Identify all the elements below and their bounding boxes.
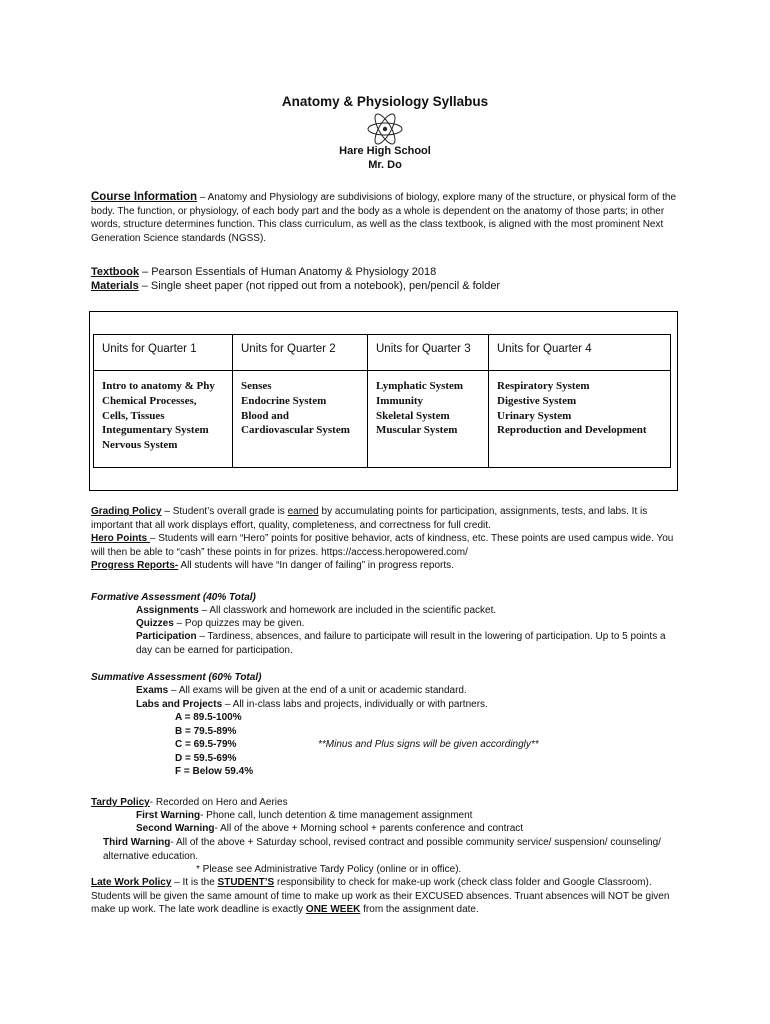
assignments-text: – All classwork and homework are included in the scientific packet. xyxy=(198,605,497,616)
unit-item: Reproduction and Development xyxy=(497,424,647,437)
units-table xyxy=(93,334,671,468)
late-work-students: STUDENT’S xyxy=(217,877,275,888)
late-work-label: Late Work Policy xyxy=(91,877,172,888)
units-body-row xyxy=(94,371,671,468)
unit-item: Muscular System xyxy=(376,424,458,437)
labs-label: Labs and Projects xyxy=(136,699,223,710)
atom-icon xyxy=(365,110,405,146)
unit-item: Blood and Cardiovascular System xyxy=(241,409,350,437)
units-header-q4: Units for Quarter 4 xyxy=(489,335,671,371)
hero-points xyxy=(91,532,681,559)
hero-points-text: – Students will earn “Hero” points for positive behavior, acts of kindness, etc. These points are used campus wide. You will then be able to “cash” these points in for prizes. https://access.heropowered.com/ xyxy=(91,533,674,558)
progress-reports-text: All students will have “In danger of failing” in progress reports. xyxy=(178,560,454,571)
grade-b: B = 79.5-89% xyxy=(175,725,237,737)
units-header-q1: Units for Quarter 1 xyxy=(94,335,233,371)
grading-policy xyxy=(91,505,681,532)
units-cell-q2 xyxy=(233,371,368,468)
page-title: Anatomy & Physiology Syllabus xyxy=(281,94,489,109)
formative-participation xyxy=(136,630,681,657)
third-warning-text: - All of the above + Saturday school, revised contract and possible community service/ suspension/ counseling/ alternative education. xyxy=(103,837,661,862)
grade-note: **Minus and Plus signs will be given accordingly** xyxy=(318,739,539,750)
textbook-line xyxy=(91,265,681,279)
materials-text: – Single sheet paper (not ripped out from a notebook), pen/pencil & folder xyxy=(138,280,501,292)
unit-item: Senses xyxy=(241,380,272,392)
second-warning-text: - All of the above + Morning school + parents conference and contract xyxy=(214,823,524,834)
unit-item: Chemical Processes, Cells, Tissues xyxy=(102,394,197,422)
assignments-label: Assignments xyxy=(136,605,199,616)
unit-item: Nervous System xyxy=(102,439,178,452)
progress-reports xyxy=(91,559,681,573)
unit-item: Skeletal System xyxy=(376,409,450,422)
grading-policy-post: by accumulating points for participation, assignments, tests, and labs. It is important that all work displays effort, quality, completeness, and correctness for full credit. xyxy=(91,506,648,531)
grading-policy-earned: earned xyxy=(287,506,319,517)
materials-label: Materials xyxy=(91,280,139,292)
units-cell-q4 xyxy=(489,371,671,468)
progress-reports-label: Progress Reports- xyxy=(91,560,179,571)
course-information xyxy=(91,191,681,245)
course-info-label: Course Information xyxy=(91,191,198,203)
textbook-label: Textbook xyxy=(91,266,140,278)
materials-line xyxy=(91,279,681,293)
quizzes-label: Quizzes xyxy=(136,618,174,629)
participation-label: Participation xyxy=(136,631,197,642)
unit-item: Respiratory System xyxy=(497,380,590,392)
textbook-text: – Pearson Essentials of Human Anatomy & Physiology 2018 xyxy=(139,266,437,278)
summative-title: Summative Assessment (60% Total) xyxy=(91,672,262,683)
unit-item: Immunity xyxy=(376,394,424,407)
tardy-policy xyxy=(91,796,288,810)
second-warning-label: Second Warning xyxy=(136,823,215,834)
tardy-policy-label: Tardy Policy xyxy=(91,797,150,808)
formative-assignments xyxy=(136,604,681,618)
grade-a: A = 89.5-100% xyxy=(175,712,242,723)
labs-text: – All in-class labs and projects, individually or with partners. xyxy=(222,699,488,710)
late-work-one-week: ONE WEEK xyxy=(305,904,361,915)
unit-item: Lymphatic System xyxy=(376,380,464,392)
exams-text: – All exams will be given at the end of a unit or academic standard. xyxy=(168,685,467,696)
grade-d: D = 59.5-69% xyxy=(175,752,237,764)
teacher-name: Mr. Do xyxy=(368,159,402,171)
unit-item: Intro to anatomy & Phy xyxy=(102,380,215,392)
quizzes-text: – Pop quizzes may be given. xyxy=(173,618,305,629)
grading-policy-pre: – Student’s overall grade is xyxy=(161,506,288,517)
course-info-text: – Anatomy and Physiology are subdivisions of biology, explore many of the structure, or physical form of the body. The function, or physiology, of each body part and the body as a whole is dependent on the anatomy of those parts; in other words, structure determines function. This class curriculum, as well as the class textbook, is aligned with the most prominent Next Generation Science standards (NGSS). xyxy=(91,192,677,244)
summative-labs xyxy=(136,698,681,712)
formative-title: Formative Assessment (40% Total) xyxy=(91,592,256,603)
third-warning-label: Third Warning xyxy=(103,837,171,848)
units-header-q3: Units for Quarter 3 xyxy=(368,335,489,371)
hero-points-label: Hero Points xyxy=(91,533,150,544)
first-warning-label: First Warning xyxy=(136,810,201,821)
late-work-mid: responsibility to check for make-up work (check class folder and Google Classroom). Students will be given the same amount of time to make up work as their EXCUSED absences. Truant absences will NOT be given make up work. The late work deadline is exactly xyxy=(91,877,670,915)
units-header-row xyxy=(94,335,671,371)
late-work-policy xyxy=(91,876,681,917)
grade-scale xyxy=(175,711,253,779)
exams-label: Exams xyxy=(136,685,169,696)
late-work-pre: – It is the xyxy=(171,877,218,888)
tardy-policy-text: - Recorded on Hero and Aeries xyxy=(149,797,288,808)
first-warning-text: - Phone call, lunch detention & time management assignment xyxy=(200,810,473,821)
units-cell-q1 xyxy=(94,371,233,468)
grading-policy-label: Grading Policy xyxy=(91,506,162,517)
tardy-second-warning xyxy=(136,822,681,836)
unit-item: Digestive System xyxy=(497,394,577,407)
units-cell-q3 xyxy=(368,371,489,468)
formative-quizzes xyxy=(136,617,681,631)
grade-c: C = 69.5-79% xyxy=(175,739,237,750)
tardy-third-warning xyxy=(103,836,683,863)
tardy-note: * Please see Administrative Tardy Policy (online or in office). xyxy=(196,864,462,875)
unit-item: Endocrine System xyxy=(241,394,327,407)
summative-exams xyxy=(136,684,681,698)
unit-item: Urinary System xyxy=(497,409,572,422)
participation-text: – Tardiness, absences, and failure to participate will result in the lowering of participation. Up to 5 points a day can be earned for participation. xyxy=(136,631,666,656)
late-work-post: from the assignment date. xyxy=(360,904,479,915)
school-name: Hare High School xyxy=(339,145,431,157)
school-header xyxy=(0,144,770,172)
grade-f: F = Below 59.4% xyxy=(175,766,254,777)
units-header-q2: Units for Quarter 2 xyxy=(233,335,368,371)
tardy-first-warning xyxy=(136,809,681,823)
unit-item: Integumentary System xyxy=(102,424,209,437)
